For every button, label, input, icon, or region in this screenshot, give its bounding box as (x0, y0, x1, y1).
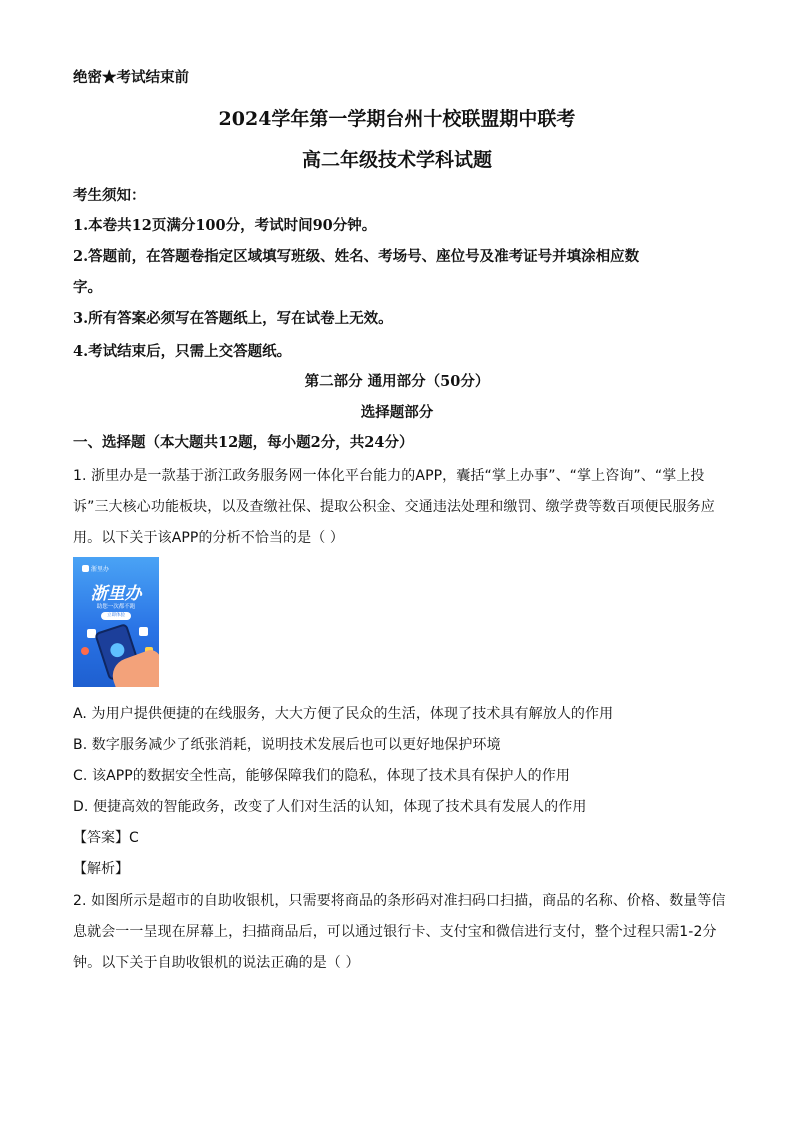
q1-answer (73, 827, 139, 847)
notice-item-2b: 字。 (73, 279, 102, 296)
q1-option-b: B. 数字服务减少了纸张消耗，说明技术发展后也可以更好地保护环境 (73, 737, 501, 753)
answer-label: 【答案】 (73, 830, 129, 846)
section-title: 选择题部分 (360, 404, 434, 421)
mail-icon (81, 647, 89, 655)
exam-title: 2024学年第一学期台州十校联盟期中联考 (218, 108, 576, 130)
notice-item-2a: 2.答题前，在答题卷指定区域填写班级、姓名、考场号、座位号及准考证号并填涂相应数 (73, 248, 640, 265)
notice-heading: 考生须知： (73, 187, 146, 204)
part-title: 第二部分 通用部分（50分） (304, 373, 490, 390)
app-slogan: 助您一次都不跑 (96, 604, 136, 610)
q1-option-d: D. 便捷高效的智能政务，改变了人们对生活的认知，体现了技术具有发展人的作用 (73, 799, 587, 815)
q1-analysis-label: 【解析】 (73, 861, 129, 877)
app-promo-image (73, 557, 159, 687)
q2-stem-line-2: 息就会一一呈现在屏幕上，扫描商品后，可以通过银行卡、支付宝和微信进行支付，整个过程只需1-2分 (73, 924, 717, 940)
confidential-label: 绝密★考试结束前 (73, 69, 189, 86)
q1-stem-line-3: 用。以下关于该APP的分析不恰当的是（ ） (73, 530, 345, 546)
app-logo-text: 浙里办 (91, 566, 110, 573)
notice-item-4: 4.考试结束后，只需上交答题纸。 (73, 343, 292, 360)
q1-option-c: C. 该APP的数据安全性高，能够保障我们的隐私，体现了技术具有保护人的作用 (73, 768, 570, 784)
app-try-button: 立即体验 (101, 612, 131, 620)
app-logo (82, 564, 109, 573)
camera-icon (139, 627, 148, 636)
phone-icon (109, 641, 127, 659)
notice-item-1: 1.本卷共12页满分100分，考试时间90分钟。 (73, 217, 377, 234)
answer-value: C (129, 830, 139, 846)
q1-stem-line-2: 诉”三大核心功能板块，以及查缴社保、提取公积金、交通违法处理和缴罚、缴学费等数百项便民服务应 (73, 499, 715, 515)
q2-stem-line-1: 2. 如图所示是超市的自助收银机，只需要将商品的条形码对准扫码口扫描，商品的名称、价格、数量等信 (73, 893, 726, 909)
section-instruction: 一、选择题（本大题共12题，每小题2分，共24分） (73, 434, 414, 451)
exam-subtitle: 高二年级技术学科试题 (301, 149, 492, 171)
app-brand-title: 浙里办 (90, 584, 142, 604)
q2-stem-line-3: 钟。以下关于自助收银机的说法正确的是（ ） (73, 955, 360, 971)
app-logo-icon (82, 565, 89, 572)
q1-stem-line-1: 1. 浙里办是一款基于浙江政务服务网一体化平台能力的APP，囊括“掌上办事”、“掌上咨询”、“掌上投 (73, 468, 705, 484)
q1-option-a: A. 为用户提供便捷的在线服务，大大方便了民众的生活，体现了技术具有解放人的作用 (73, 706, 614, 722)
notice-item-3: 3.所有答案必须写在答题纸上，写在试卷上无效。 (73, 310, 393, 327)
